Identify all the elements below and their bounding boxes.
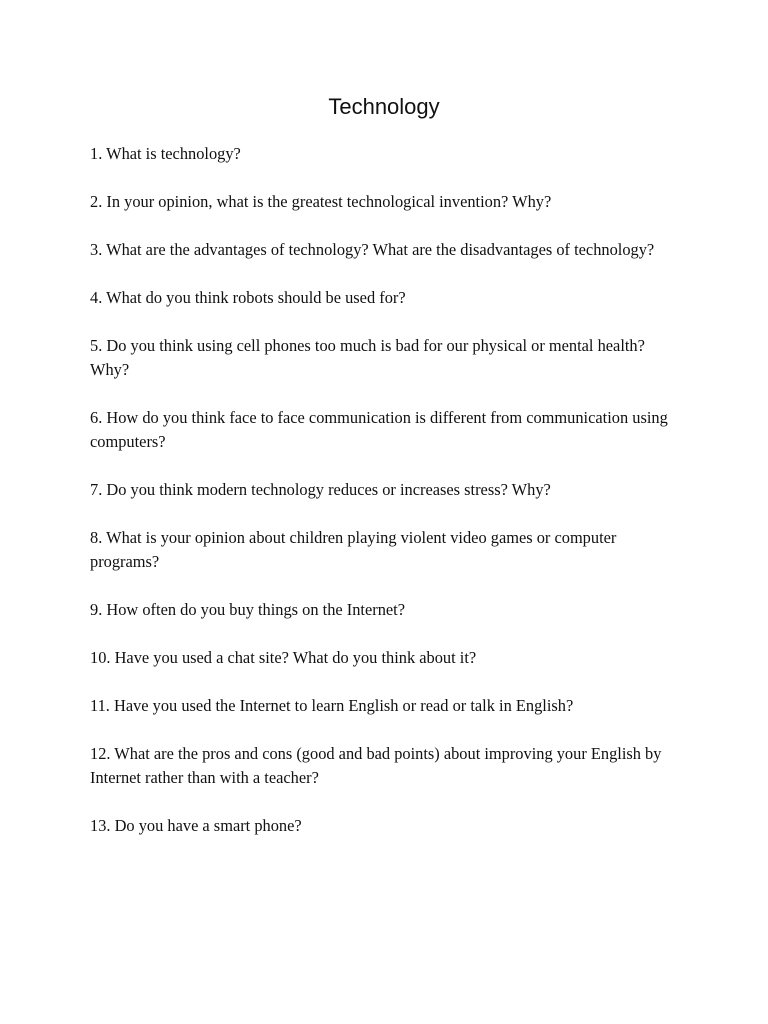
question-item: 8. What is your opinion about children playing violent video games or computer programs?	[90, 528, 617, 571]
question-item: 13. Do you have a smart phone?	[90, 816, 302, 835]
question-item: 12. What are the pros and cons (good and bad points) about improving your English by Internet rather than with a teacher?	[90, 744, 662, 787]
question-item: 3. What are the advantages of technology? What are the disadvantages of technology?	[90, 240, 655, 259]
question-item: 2. In your opinion, what is the greatest technological invention? Why?	[90, 192, 552, 211]
question-item: 10. Have you used a chat site? What do you think about it?	[90, 648, 477, 667]
page-title: Technology	[328, 94, 440, 119]
question-item: 5. Do you think using cell phones too much is bad for our physical or mental health? Why?	[90, 336, 645, 379]
question-item: 1. What is technology?	[90, 144, 241, 163]
question-item: 11. Have you used the Internet to learn English or read or talk in English?	[90, 696, 574, 715]
question-item: 7. Do you think modern technology reduces or increases stress? Why?	[90, 480, 551, 499]
question-item: 4. What do you think robots should be used for?	[90, 288, 406, 307]
question-item: 9. How often do you buy things on the Internet?	[90, 600, 406, 619]
question-list	[90, 142, 680, 862]
question-item: 6. How do you think face to face communication is different from communication using computers?	[90, 408, 668, 451]
